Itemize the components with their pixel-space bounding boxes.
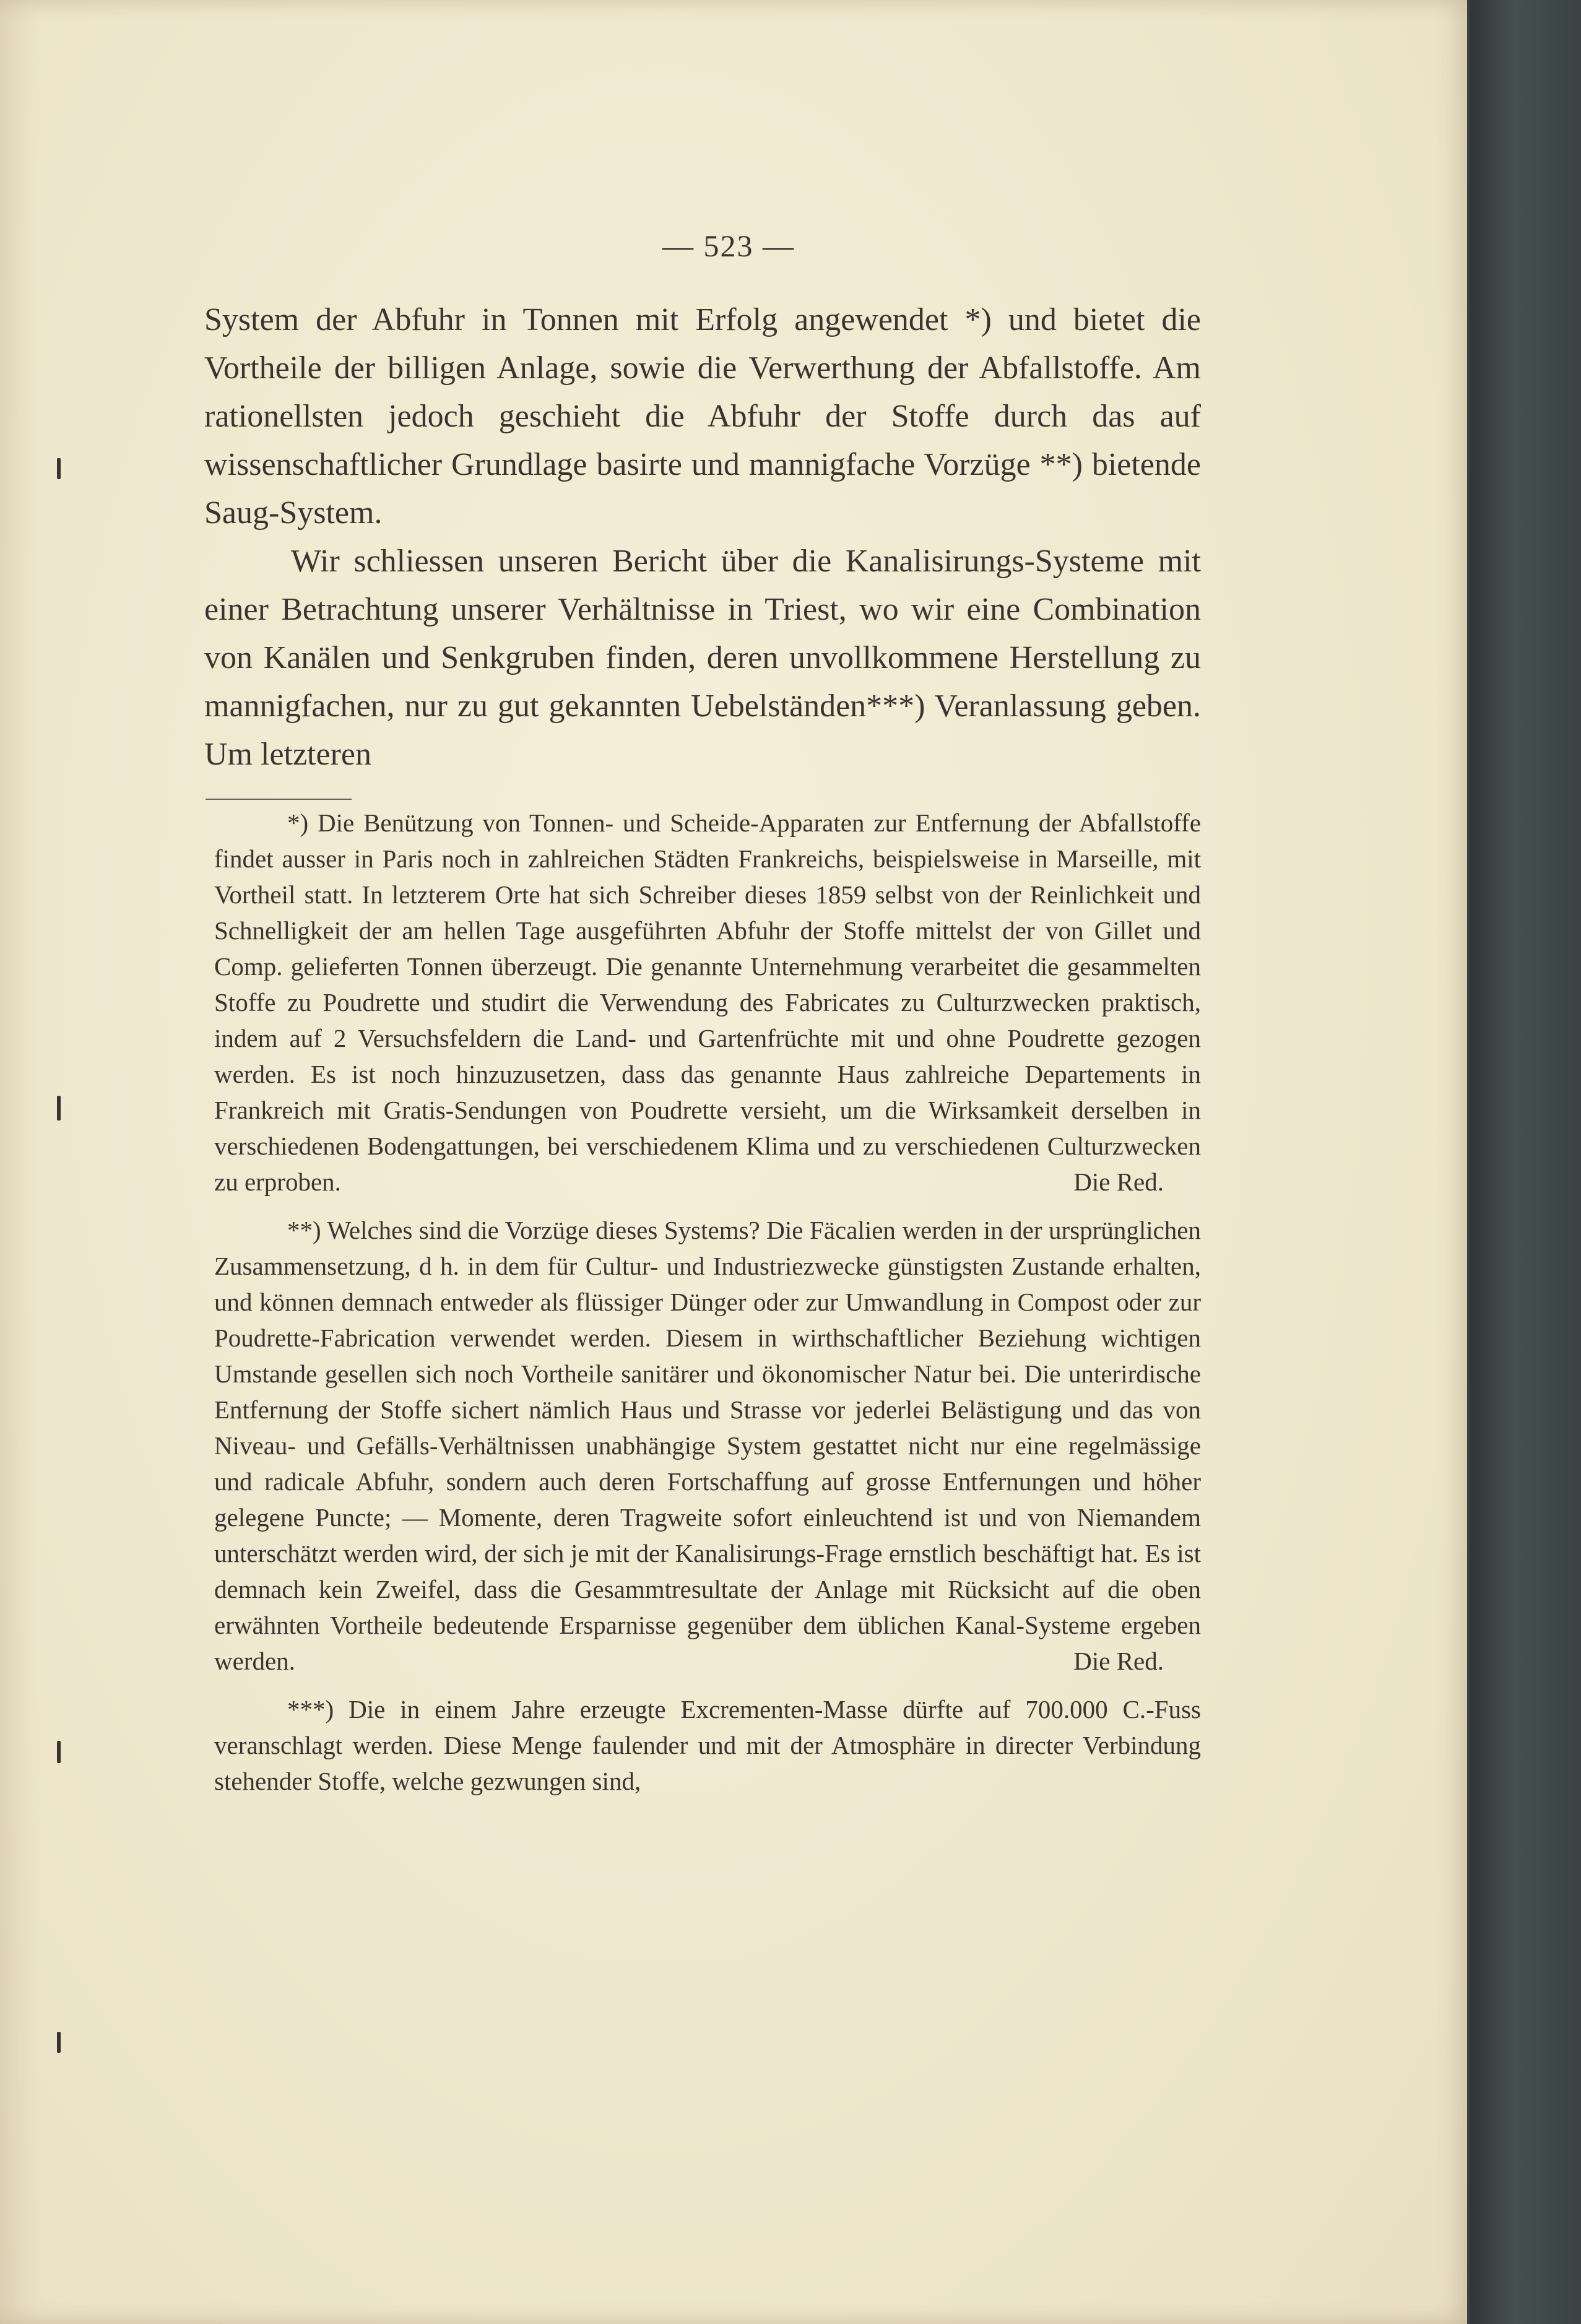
footnote-signature: Die Red.: [1073, 1168, 1164, 1196]
gutter-mark: [57, 2032, 61, 2053]
book-cover-board: [1470, 0, 1581, 2324]
gutter-mark: [57, 1096, 61, 1121]
page-number: — 523 —: [662, 228, 795, 263]
footnotes: [214, 805, 1201, 1799]
footnote-signature: Die Red.: [1073, 1647, 1164, 1675]
paragraph: System der Abfuhr in Tonnen mit Erfolg angewendet *) und bietet die Vortheile der billigen Anlage, sowie die Verwerthung der Abfallstoffe. Am rationellsten jedoch geschieht die Abfuhr der Stoffe durch das auf wissenschaftlicher Grundlage basirte und mannigfache Vorzüge **) bietende Saug-System.: [204, 302, 1201, 531]
footnote-text: ***) Die in einem Jahre erzeugte Excrementen-Masse dürfte auf 700.000 C.-Fuss veranschlagt werden. Diese Menge faulender und mit der Atmosphäre in directer Verbindung stehender Stoffe, welche gezwungen sind,: [214, 1695, 1201, 1795]
footnote-3: [214, 1691, 1201, 1799]
footnote-2: [214, 1212, 1201, 1679]
footnote-1: [214, 805, 1201, 1200]
gutter-mark: [57, 1741, 61, 1763]
footnote-text: *) Die Benützung von Tonnen- und Scheide-Apparaten zur Entfernung der Abfallstoffe findet ausser in Paris noch in zahlreichen Städten Frankreichs, beispielsweise in Marseille, mit Vortheil statt. In letzterem Orte hat sich Schreiber dieses 1859 selbst von der Reinlichkeit und Schnelligkeit der am hellen Tage ausgeführten Abfuhr der Stoffe mittelst der von Gillet und Comp. gelieferten Tonnen überzeugt. Die genannte Unternehmung verarbeitet die gesammelten Stoffe zu Poudrette und studirt die Verwendung des Fabricates zu Culturzwecken praktisch, indem auf 2 Versuchsfeldern die Land- und Gartenfrüchte mit und ohne Poudrette gezogen werden. Es ist noch hinzuzusetzen, dass das genannte Haus zahlreiche Departements in Frankreich mit Gratis-Sendungen von Poudrette versieht, um die Wirksamkeit derselben in verschiedenen Bodengattungen, bei verschiedenem Klima und zu verschiedenen Culturzwecken zu erproben.: [214, 809, 1201, 1196]
main-text: [204, 296, 1201, 779]
gutter-mark: [57, 458, 61, 479]
footnote-divider: [206, 799, 352, 800]
footnote-text: **) Welches sind die Vorzüge dieses Systems? Die Fäcalien werden in der ursprünglichen Zusammensetzung, d h. in dem für Cultur- und Industriezwecke günstigsten Zustande erhalten, und können demnach entweder als flüssiger Dünger oder zur Umwandlung in Compost oder zur Poudrette-Fabrication verwendet werden. Diesem in wirthschaftlicher Beziehung wichtigen Umstande gesellen sich noch Vortheile sanitärer und ökonomischer Natur bei. Die unterirdische Entfernung der Stoffe sichert nämlich Haus und Strasse vor jederlei Belästigung und das von Niveau- und Gefälls-Verhältnissen unabhängige System gestattet nicht nur eine regelmässige und radicale Abfuhr, sondern auch deren Fortschaffung auf grosse Entfernungen und höher gelegene Puncte; — Momente, deren Tragweite sofort einleuchtend ist und von Niemandem unterschätzt werden wird, der sich je mit der Kanalisirungs-Frage ernstlich beschäftigt hat. Es ist demnach kein Zweifel, dass die Gesammtresultate der Anlage mit Rücksicht auf die oben erwähnten Vortheile bedeutende Ersparnisse gegenüber dem üblichen Kanal-Systeme ergeben werden.: [214, 1216, 1201, 1675]
paragraph: Wir schliessen unseren Bericht über die Kanalisirungs-Systeme mit einer Betrachtung unserer Verhältnisse in Triest, wo wir eine Combination von Kanälen und Senkgruben finden, deren unvollkommene Herstellung zu mannigfachen, nur zu gut gekannten Uebelständen***) Veranlassung geben. Um letzteren: [204, 544, 1201, 772]
